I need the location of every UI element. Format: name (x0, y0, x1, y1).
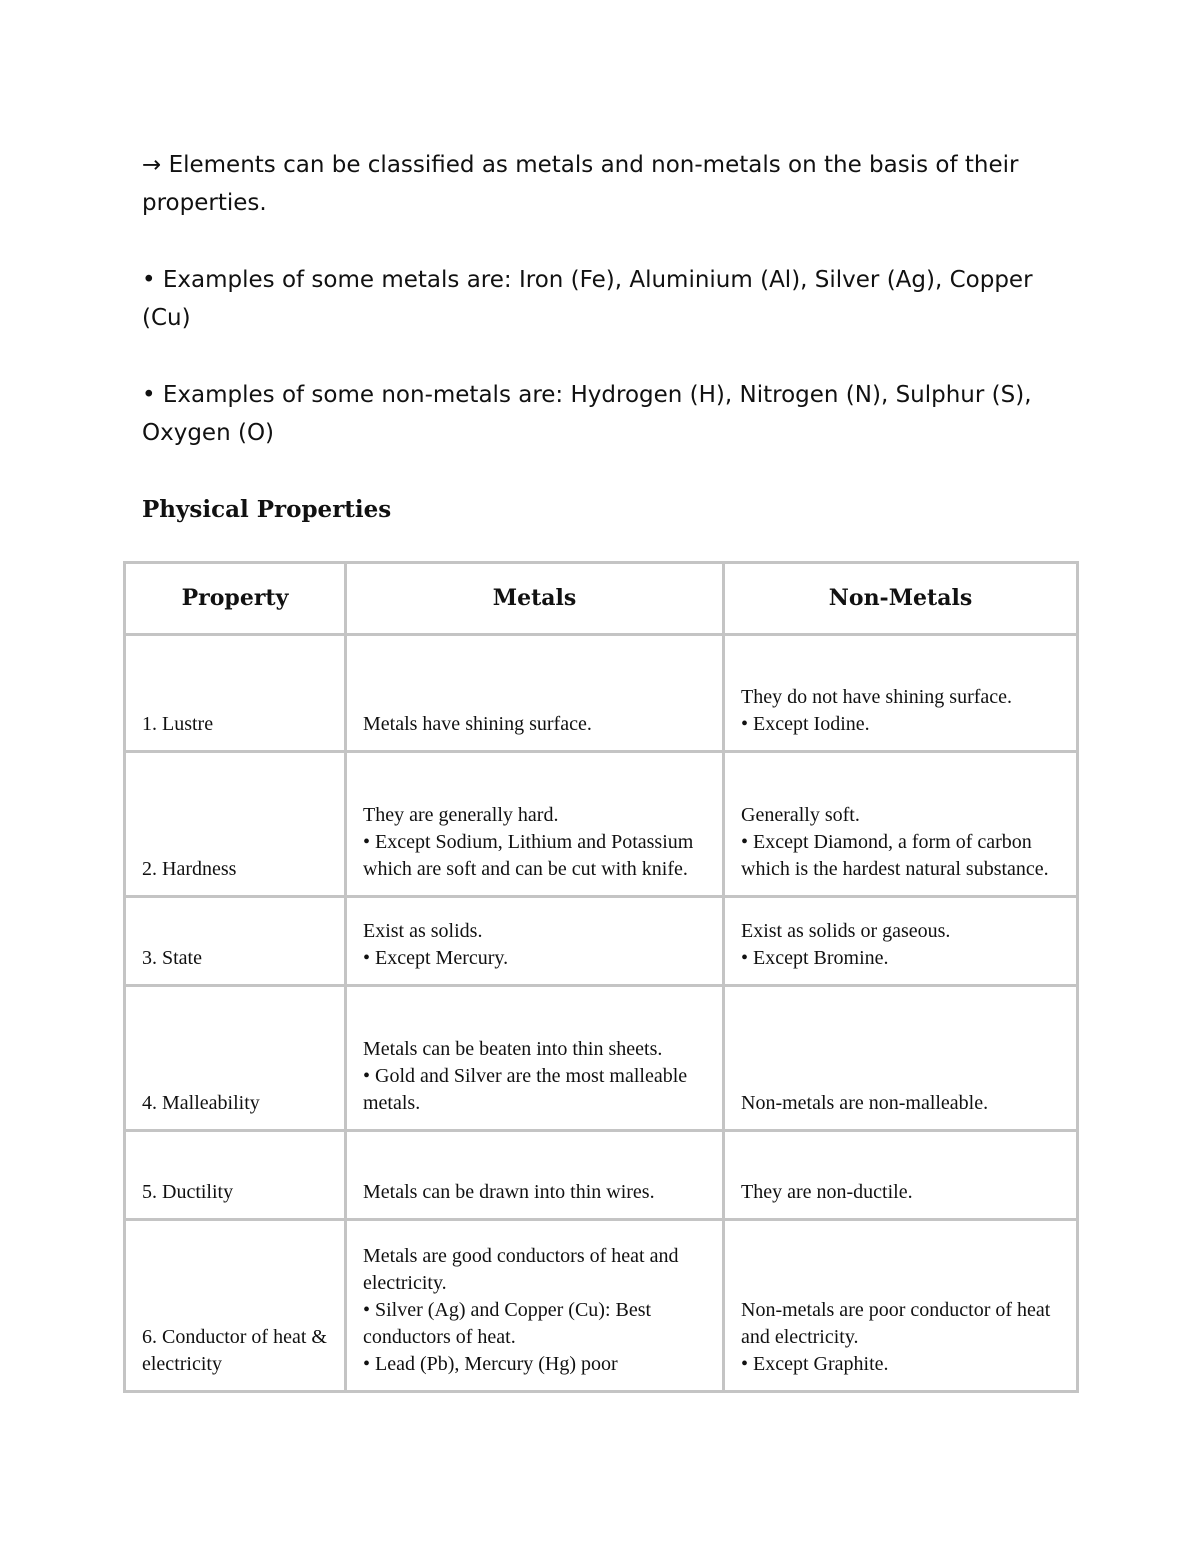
metals-cell (346, 1131, 724, 1220)
cell-text: 4. Malleability (142, 1092, 260, 1114)
intro-paragraph: → Elements can be classified as metals and non-metals on the basis of their properties. (142, 152, 1019, 216)
cell-text: • Silver (Ag) and Copper (Cu): Best conductors of heat. (363, 1299, 652, 1348)
cell-text: Non-metals are non-malleable. (741, 1092, 989, 1114)
property-cell (125, 1131, 346, 1220)
cell-text: Metals can be drawn into thin wires. (363, 1181, 655, 1203)
cell-text: • Gold and Silver are the most malleable metals. (363, 1065, 688, 1114)
cell-text: 6. Conductor of heat & electricity (142, 1326, 327, 1375)
cell-text: Metals can be beaten into thin sheets. (363, 1038, 663, 1060)
cell-text: • Except Diamond, a form of carbon which is the hardest natural substance. (741, 831, 1049, 880)
property-cell (125, 752, 346, 897)
cell-text: Exist as solids. (363, 920, 483, 942)
cell-text: Exist as solids or gaseous. (741, 920, 951, 942)
cell-text: They are generally hard. (363, 804, 559, 826)
metals-cell (346, 986, 724, 1131)
cell-text: • Except Iodine. (741, 713, 870, 735)
property-cell (125, 635, 346, 752)
table-row (125, 897, 1078, 986)
cell-text: • Except Mercury. (363, 947, 509, 969)
cell-text: Generally soft. (741, 804, 860, 826)
nonmetals-cell (724, 1220, 1078, 1392)
nonmetals-cell (724, 1131, 1078, 1220)
cell-text: 1. Lustre (142, 713, 214, 735)
metals-examples-paragraph: • Examples of some metals are: Iron (Fe), Aluminium (Al), Silver (Ag), Copper (Cu) (142, 267, 1033, 331)
table-header-row (125, 563, 1078, 635)
header-nonmetals: Non-Metals (724, 563, 1078, 635)
cell-text: Metals are good conductors of heat and electricity. (363, 1245, 679, 1294)
cell-text: Non-metals are poor conductor of heat and electricity. (741, 1299, 1051, 1348)
header-metals: Metals (346, 563, 724, 635)
cell-text: They are non-ductile. (741, 1181, 913, 1203)
cell-text: They do not have shining surface. (741, 686, 1013, 708)
metals-cell (346, 1220, 724, 1392)
nonmetals-examples-paragraph: • Examples of some non-metals are: Hydrogen (H), Nitrogen (N), Sulphur (S), Oxygen (O) (142, 382, 1032, 446)
cell-text: 5. Ductility (142, 1181, 234, 1203)
property-cell (125, 986, 346, 1131)
table-row (125, 1131, 1078, 1220)
cell-text: 3. State (142, 947, 202, 969)
cell-text: • Except Sodium, Lithium and Potassium which are soft and can be cut with knife. (363, 831, 694, 880)
properties-table (123, 561, 1079, 1393)
table-row (125, 635, 1078, 752)
cell-text: • Except Bromine. (741, 947, 889, 969)
nonmetals-cell (724, 986, 1078, 1131)
nonmetals-cell (724, 752, 1078, 897)
table-row (125, 752, 1078, 897)
metals-cell (346, 635, 724, 752)
metals-cell (346, 752, 724, 897)
cell-text: Metals have shining surface. (363, 713, 592, 735)
cell-text: 2. Hardness (142, 858, 237, 880)
section-heading: Physical Properties (142, 496, 392, 523)
property-cell (125, 1220, 346, 1392)
nonmetals-cell (724, 897, 1078, 986)
metals-cell (346, 897, 724, 986)
table-row (125, 986, 1078, 1131)
nonmetals-cell (724, 635, 1078, 752)
cell-text: • Except Graphite. (741, 1353, 889, 1375)
cell-text: • Lead (Pb), Mercury (Hg) poor (363, 1353, 618, 1375)
header-property: Property (125, 563, 346, 635)
property-cell (125, 897, 346, 986)
table-row (125, 1220, 1078, 1392)
